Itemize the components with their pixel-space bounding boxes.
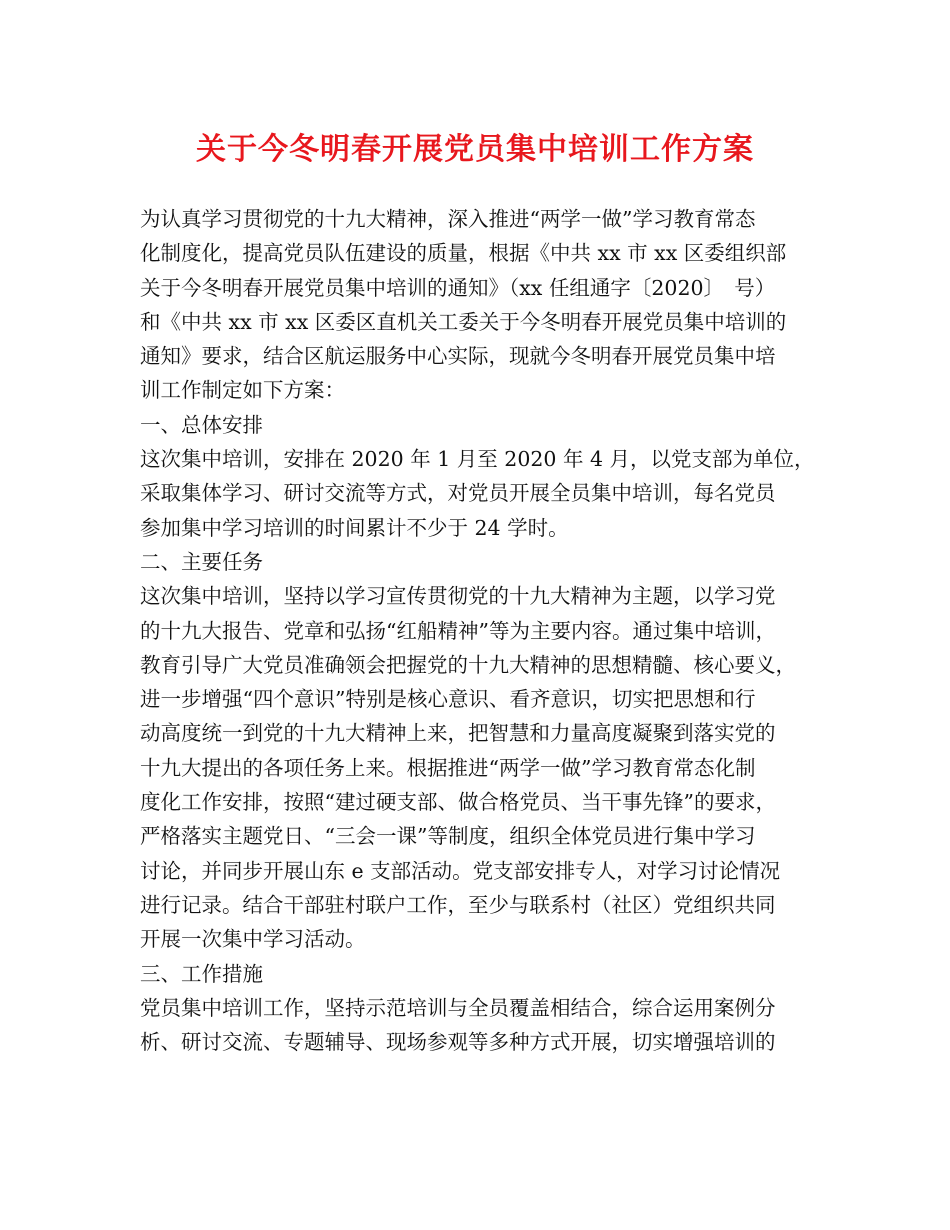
body-line: 训工作制定如下方案： — [140, 378, 345, 403]
body-line: 和《中共 xx 市 xx 区委区直机关工委关于今冬明春开展党员集中培训的 — [140, 309, 787, 334]
body-line: 一、总体安排 — [140, 412, 263, 437]
body-line: 的十九大报告、党章和弘扬“红船精神”等为主要内容。通过集中培训， — [140, 618, 776, 643]
body-line: 参加集中学习培训的时间累计不少于 24 学时。 — [140, 515, 569, 540]
body-line: 进行记录。结合干部驻村联户工作，至少与联系村（社区）党组织共同 — [140, 892, 776, 917]
body-line: 关于今冬明春开展党员集中培训的通知》（xx 任组通字〔2020〕 号） — [140, 275, 776, 300]
body-line: 这次集中培训，坚持以学习宣传贯彻党的十九大精神为主题，以学习党 — [140, 584, 776, 609]
body-line: 这次集中培训，安排在 2020 年 1 月至 2020 年 4 月，以党支部为单位， — [140, 447, 815, 472]
body-line: 十九大提出的各项任务上来。根据推进“两学一做”学习教育常态化制 — [140, 755, 756, 780]
body-line: 化制度化，提高党员队伍建设的质量，根据《中共 xx 市 xx 区委组织部 — [140, 241, 787, 266]
body-line: 析、研讨交流、专题辅导、现场参观等多种方式开展，切实增强培训的 — [140, 1030, 776, 1055]
document-title: 关于今冬明春开展党员集中培训工作方案 — [196, 132, 754, 167]
body-line: 度化工作安排，按照“建过硬支部、做合格党员、当干事先锋”的要求， — [140, 790, 776, 815]
body-line: 动高度统一到党的十九大精神上来，把智慧和力量高度凝聚到落实党的 — [140, 721, 776, 746]
body-line: 二、主要任务 — [140, 549, 263, 574]
body-line: 讨论，并同步开展山东 e 支部活动。党支部安排专人，对学习讨论情况 — [140, 858, 781, 883]
body-line: 采取集体学习、研讨交流等方式，对党员开展全员集中培训，每名党员 — [140, 481, 776, 506]
body-line: 党员集中培训工作，坚持示范培训与全员覆盖相结合，综合运用案例分 — [140, 995, 776, 1020]
document-body — [140, 202, 820, 1059]
body-line: 教育引导广大党员准确领会把握党的十九大精神的思想精髓、核心要义， — [140, 652, 796, 677]
body-line: 开展一次集中学习活动。 — [140, 927, 366, 952]
body-line: 三、工作措施 — [140, 961, 263, 986]
body-line: 进一步增强“四个意识”特别是核心意识、看齐意识，切实把思想和行 — [140, 687, 756, 712]
body-line: 为认真学习贯彻党的十九大精神，深入推进“两学一做”学习教育常态 — [140, 207, 756, 231]
body-line: 通知》要求，结合区航运服务中心实际，现就今冬明春开展党员集中培 — [140, 344, 776, 369]
body-line: 严格落实主题党日、“三会一课”等制度，组织全体党员进行集中学习 — [140, 824, 756, 849]
